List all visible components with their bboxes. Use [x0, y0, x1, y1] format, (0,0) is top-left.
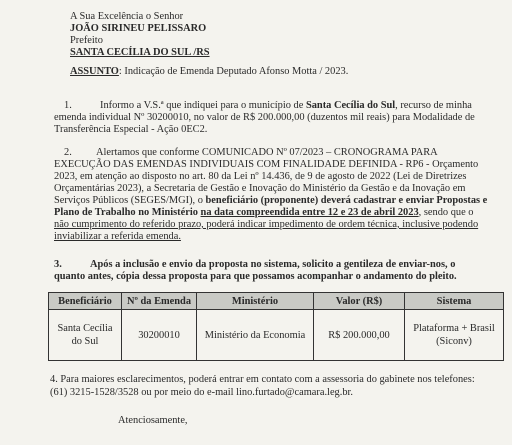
p1-line3: Transferência Especial - Ação 0EC2.: [54, 124, 208, 135]
p3-line1: Após a inclusão e envio da proposta no sistema, solicito a gentileza de enviar-nos, o: [90, 259, 456, 270]
sistema-line2: (Siconv): [436, 336, 472, 347]
p1-line1: [100, 100, 472, 112]
p1-text-a: Informo a V.S.ª que indiquei para o município de: [100, 100, 306, 111]
col-ministerio: Ministério: [197, 293, 314, 310]
table-header-row: [49, 293, 504, 310]
cell-valor: R$ 200.000,00: [314, 310, 405, 361]
p2-line6: [54, 207, 474, 219]
subject-line: [70, 66, 348, 78]
emenda-table: [48, 292, 504, 361]
cell-emenda: 30200010: [122, 310, 197, 361]
closing: Atenciosamente,: [118, 415, 188, 426]
col-emenda: Nº da Emenda: [122, 293, 197, 310]
subject-text: : Indicação de Emenda Deputado Afonso Motta / 2023.: [118, 66, 349, 77]
p2-line2: EXECUÇÃO DAS EMENDAS INDIVIDUAIS COM FINALIDADE DEFINIDA - RP6 - Orçamento: [54, 159, 479, 170]
p4-line1: 4. Para maiores esclarecimentos, poderá entrar em contato com a assessoria do gabinete nos telefones:: [50, 374, 475, 385]
p4-line2: (61) 3215-1528/3528 ou por meio do e-mail lino.furtado@camara.leg.br.: [50, 387, 354, 398]
p1-line2: emenda individual Nº 30200010, no valor de R$ 200.000,00 (duzentos mil reais) para Modalidade de: [54, 112, 475, 123]
beneficiario-line1: Santa Cecília: [57, 323, 113, 334]
cell-ministerio: Ministério da Economia: [197, 310, 314, 361]
cell-sistema: [405, 310, 504, 361]
p1-text-b: , recurso de minha: [395, 100, 472, 111]
p2-line4: Orçamentárias 2023), a Secretaria de Gestão e Inovação do Ministério da Gestão e da Inovação em: [54, 183, 466, 194]
col-sistema: Sistema: [405, 293, 504, 310]
p2-line1: Alertamos que conforme COMUNICADO Nº 07/2023 – CRONOGRAMA PARA: [96, 147, 438, 158]
salutation: A Sua Excelência o Senhor: [70, 11, 184, 22]
beneficiario-line2: do Sul: [71, 336, 99, 347]
cell-beneficiario: [49, 310, 122, 361]
p2-line6-bold: Plano de Trabalho no Ministério: [54, 207, 201, 218]
p2-line6-tail: , sendo que o: [418, 207, 474, 218]
p2-line5-text: Serviços Públicos (SEGES/MGI), o: [54, 195, 206, 206]
sistema-line1: Plataforma + Brasil: [413, 323, 495, 334]
p1-city: Santa Cecília do Sul: [305, 100, 396, 111]
col-beneficiario: Beneficiário: [49, 293, 122, 310]
subject-label: ASSUNTO: [70, 66, 119, 77]
recipient-role: Prefeito: [70, 35, 103, 46]
recipient-city: SANTA CECÍLIA DO SUL /RS: [70, 47, 210, 58]
p2-line3: 2023, em atenção ao disposto no art. 80 da Lei nº 14.436, de 9 de agosto de 2022 (Lei de Diretrizes: [54, 171, 467, 182]
p2-line7: não cumprimento do referido prazo, poderá indicar impedimento de ordem técnica, inclusive podendo: [54, 219, 479, 230]
p3-number: 3.: [54, 259, 62, 270]
p2-deadline: na data compreendida entre 12 e 23 de abril 2023: [200, 207, 419, 218]
table-row: [49, 310, 504, 361]
p3-line2: quanto antes, cópia dessa proposta para que possamos acompanhar o andamento do pleito.: [54, 271, 457, 282]
p1-number: 1.: [64, 100, 72, 111]
col-valor: Valor (R$): [314, 293, 405, 310]
p2-line5-bold: beneficiário (proponente) deverá cadastrar e enviar Propostas e: [205, 195, 488, 206]
p2-line5: [54, 195, 487, 207]
p2-line8: inviabilizar a referida emenda.: [54, 231, 181, 242]
p2-number: 2.: [64, 147, 72, 158]
recipient-name: JOÃO SIRINEU PELISSARO: [70, 23, 207, 34]
